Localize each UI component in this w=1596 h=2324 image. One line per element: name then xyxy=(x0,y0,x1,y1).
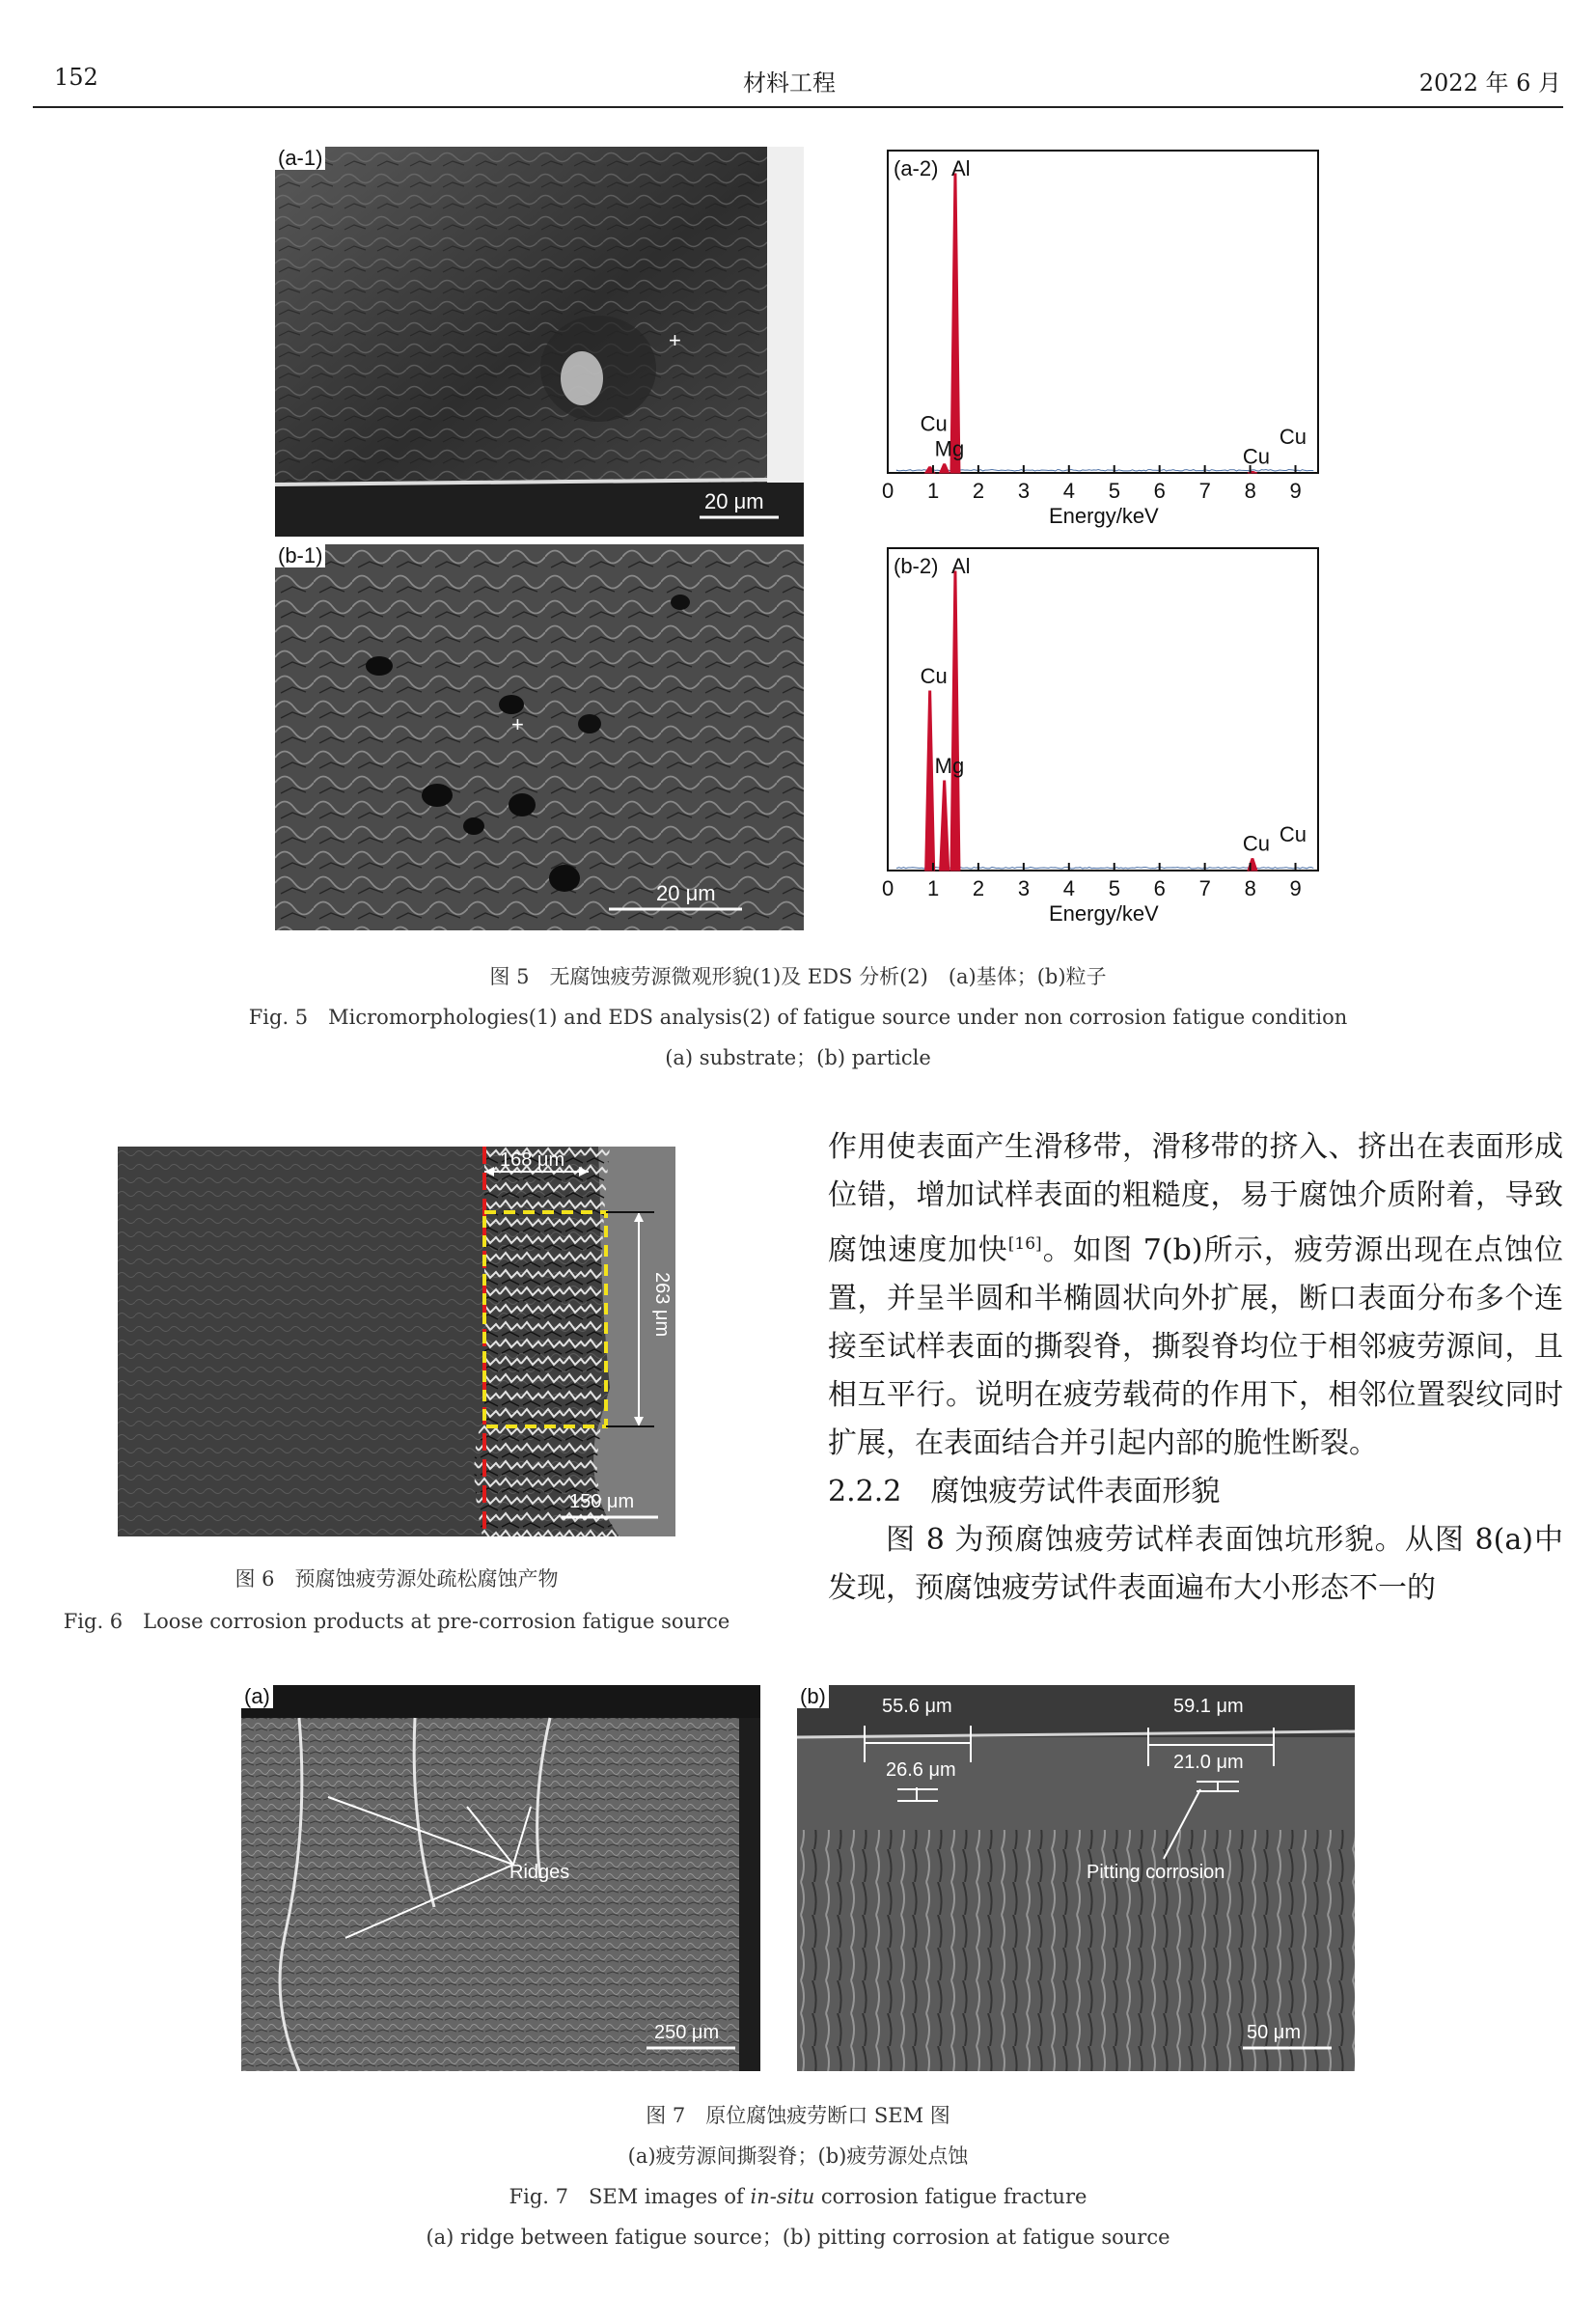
eds-spectrum-b2 xyxy=(868,542,1332,938)
x-tick-label: 4 xyxy=(1062,876,1076,900)
paragraph-1-rest: 。如图 7(b)所示，疲劳源出现在点蚀位置，并呈半圆和半椭圆状向外扩展，断口表面分布多个连接至试样表面的撕裂脊，撕裂脊均位于相邻疲劳源间，且相互平行。说明在疲劳载荷的作用下，相邻位置裂纹同时扩展，在表面结合并引起内部的脆性断裂。 xyxy=(828,1233,1563,1460)
x-tick-label: 1 xyxy=(926,876,940,900)
paragraph-1 xyxy=(828,1123,1563,1468)
fig5-caption-en-sub: (a) substrate；(b) particle xyxy=(665,1046,931,1069)
x-tick-label: 3 xyxy=(1017,876,1031,900)
panel-label-fig7b: (b) xyxy=(797,1685,829,1708)
x-tick-label: 8 xyxy=(1244,876,1256,900)
eds-spectrum-a2 xyxy=(868,145,1332,540)
scale-bar-fig7a: 250 μm xyxy=(654,2022,720,2043)
sem-panel-fig7b xyxy=(797,1685,1355,2071)
x-tick-label: 4 xyxy=(1062,479,1076,503)
peak-label-1: Cu xyxy=(920,664,948,688)
x-tick-label: 0 xyxy=(882,876,894,900)
x-tick-label: 0 xyxy=(882,479,894,503)
dim-26-6: 26.6 μm xyxy=(886,1759,956,1781)
fig5-caption-cn: 图 5 无腐蚀疲劳源微观形貌(1)及 EDS 分析(2) (a)基体；(b)粒子 xyxy=(489,965,1107,988)
peak-label-4: Cu xyxy=(1279,822,1307,846)
x-tick-label: 5 xyxy=(1108,876,1120,900)
header-rule xyxy=(33,106,1563,108)
fig7-caption-en-italic: in-situ xyxy=(750,2185,815,2208)
sem-panel-b1 xyxy=(275,544,804,930)
panel-label-fig7a: (a) xyxy=(241,1685,273,1708)
point-marker: + xyxy=(669,328,681,352)
x-tick-label: 2 xyxy=(972,479,985,503)
spectrum-panel-label: (b-2) xyxy=(894,554,939,578)
fig7-caption-en xyxy=(0,2181,1596,2210)
spectrum-panel-label: (a-2) xyxy=(894,156,939,180)
width-annotation: 168 μm xyxy=(500,1149,565,1171)
fig7-caption-cn: 图 7 原位腐蚀疲劳断口 SEM 图 xyxy=(646,2104,950,2127)
scale-bar-a1: 20 μm xyxy=(704,489,764,513)
citation: [16] xyxy=(1007,1234,1042,1254)
dim-21-0: 21.0 μm xyxy=(1173,1752,1244,1773)
x-tick-label: 9 xyxy=(1289,876,1302,900)
panel-label-a1: (a-1) xyxy=(275,147,325,170)
scale-bar-fig7b: 50 μm xyxy=(1247,2022,1301,2043)
peak-label-2: Mg xyxy=(934,754,965,778)
x-tick-label: 3 xyxy=(1017,479,1031,503)
x-tick-label: 7 xyxy=(1198,876,1211,900)
peak-label-3: Cu xyxy=(1242,444,1271,469)
point-marker-b1: + xyxy=(511,712,524,736)
panel-label-b1: (b-1) xyxy=(275,544,325,567)
fig5-caption-en: Fig. 5 Micromorphologies(1) and EDS analysis(2) of fatigue source under non corrosion fatigue condition xyxy=(248,1006,1348,1029)
scale-bar-b1: 20 μm xyxy=(656,881,716,905)
x-tick-label: 6 xyxy=(1153,876,1166,900)
fig7-caption-en-pre: Fig. 7 SEM images of xyxy=(509,2185,751,2208)
x-tick-label: 2 xyxy=(972,876,985,900)
fig6-caption-en: Fig. 6 Loose corrosion products at pre-corrosion fatigue source xyxy=(63,1610,730,1633)
x-tick-label: 1 xyxy=(926,479,940,503)
dim-59-1: 59.1 μm xyxy=(1173,1696,1244,1717)
sem-panel-fig6 xyxy=(118,1147,675,1536)
page-number: 152 xyxy=(54,64,98,91)
peak-label-1: Mg xyxy=(934,436,965,461)
peak-label-2: Cu xyxy=(920,411,948,436)
peak-label-4: Cu xyxy=(1279,425,1307,449)
pitting-annotation: Pitting corrosion xyxy=(1087,1862,1225,1883)
fig7-caption-en-sub: (a) ridge between fatigue source；(b) pitting corrosion at fatigue source xyxy=(426,2226,1170,2249)
paragraph-2: 图 8 为预腐蚀疲劳试样表面蚀坑形貌。从图 8(a)中发现，预腐蚀疲劳试件表面遍布大小形态不一的 xyxy=(828,1523,1563,1605)
peak-label-0: Al xyxy=(950,554,971,578)
body-text-column xyxy=(828,1123,1563,1613)
scale-bar-fig6: 150 μm xyxy=(569,1491,635,1512)
x-tick-label: 8 xyxy=(1244,479,1256,503)
journal-name: 材料工程 xyxy=(743,69,836,97)
fig7-caption-cn-sub: (a)疲劳源间撕裂脊；(b)疲劳源处点蚀 xyxy=(627,2144,969,2168)
fig7-caption-en-post: corrosion fatigue fracture xyxy=(814,2185,1087,2208)
x-tick-label: 5 xyxy=(1108,479,1120,503)
sem-panel-a1 xyxy=(275,147,804,537)
x-tick-label: 6 xyxy=(1153,479,1166,503)
x-axis-label: Energy/keV xyxy=(1049,901,1159,926)
issue-date: 2022 年 6 月 xyxy=(1418,69,1561,97)
height-annotation: 263 μm xyxy=(651,1272,673,1338)
x-axis-label: Energy/keV xyxy=(1049,504,1159,528)
fig6-caption-cn: 图 6 预腐蚀疲劳源处疏松腐蚀产物 xyxy=(234,1567,559,1591)
x-tick-label: 7 xyxy=(1198,479,1211,503)
x-tick-label: 9 xyxy=(1289,479,1302,503)
peak-label-0: Al xyxy=(950,156,971,180)
paragraph-1-text: 作用使表面产生滑移带，滑移带的挤入、挤出在表面形成位错，增加试样表面的粗糙度，易于腐蚀介质附着，导致腐蚀速度加快 xyxy=(828,1130,1563,1267)
sem-panel-fig7a xyxy=(241,1685,760,2071)
peak-label-3: Cu xyxy=(1242,831,1271,856)
section-heading: 2.2.2 腐蚀疲劳试件表面形貌 xyxy=(828,1475,1221,1508)
dim-55-6: 55.6 μm xyxy=(882,1696,952,1717)
ridges-annotation: Ridges xyxy=(509,1862,570,1883)
